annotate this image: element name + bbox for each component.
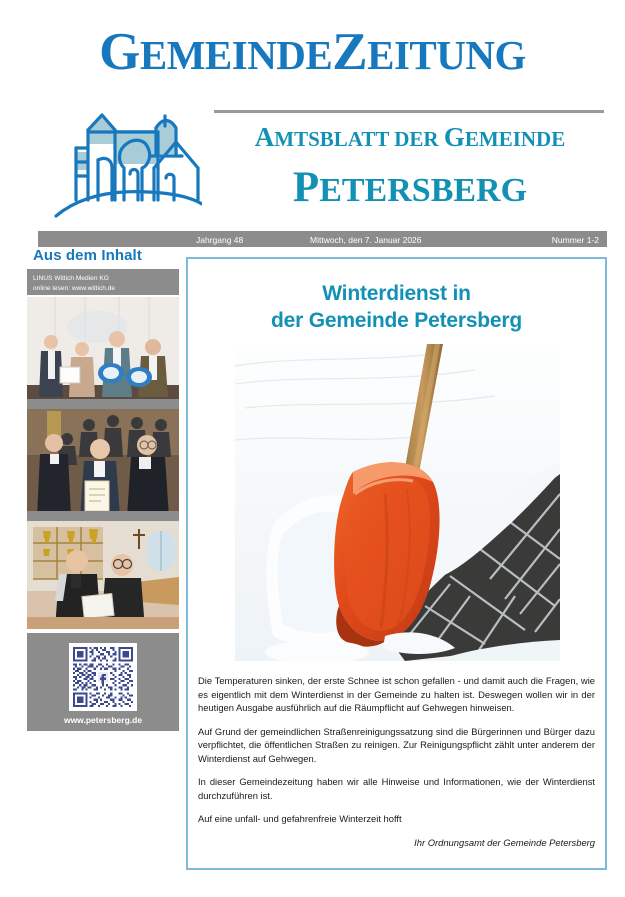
photo-separator [27, 399, 179, 409]
subtitle-part: EMEINDE [464, 127, 566, 151]
publisher-name: LINUS Wittich Medien KG [33, 275, 109, 282]
castle-church-logo [52, 104, 202, 224]
subtitle-part: ETERSBERG [319, 172, 528, 209]
title-part: EITUNG [367, 32, 526, 78]
headline-line-1: Winterdienst in [322, 282, 471, 305]
article-paragraph: Auf Grund der gemeindlichen Straßenreinigungssatzung sind die Bürgerinnen und Bürger dazu verpflichtet, die öffentlichen Straßen zu reinigen. Zur Reinigungspflicht zählt unter anderem der Winterdienst auf Gehwegen. [198, 725, 595, 764]
title-part: G [99, 23, 140, 81]
article-headline [188, 281, 605, 335]
article-paragraph: Auf eine unfall- und gefahrenfreie Winterzeit hofft [198, 813, 402, 825]
issue-info-bar [38, 231, 607, 247]
photo-separator [27, 511, 179, 521]
qr-code-petersberg[interactable] [69, 643, 137, 711]
masthead-divider [214, 110, 604, 113]
qr-block[interactable] [27, 633, 179, 731]
subtitle-line-2 [214, 166, 606, 209]
headline-line-2: der Gemeinde Petersberg [271, 308, 522, 332]
newspaper-title [0, 23, 625, 81]
title-part: EMEINDE [139, 32, 333, 78]
sidebar-heading: Aus dem Inhalt [33, 247, 142, 264]
title-part: Z [332, 23, 368, 81]
issue-number: Nummer 1-2 [551, 234, 599, 245]
sidebar-photo-3[interactable] [27, 521, 179, 629]
qr-caption: www.petersberg.de [63, 715, 143, 725]
subtitle-part: A [254, 122, 275, 152]
masthead [0, 0, 625, 228]
subtitle-line-1 [214, 124, 606, 151]
issue-date: Mittwoch, den 7. Januar 2026 [310, 234, 422, 245]
sidebar-contents [27, 247, 179, 875]
publisher-online-link[interactable]: online lesen: www.wittich.de [33, 284, 116, 292]
sidebar-photo-1[interactable] [27, 297, 179, 405]
main-article [186, 257, 607, 870]
article-paragraph: In dieser Gemeindezeitung haben wir alle Hinweise und Informationen, wie der Winterdienst durchzuführen ist. [198, 776, 595, 801]
subtitle-part: G [443, 122, 465, 152]
article-hero-image[interactable] [235, 344, 560, 661]
subtitle-part: MTSBLATT DER [274, 127, 444, 151]
publisher-block [27, 269, 179, 295]
article-body [198, 674, 595, 859]
subtitle-part: P [292, 164, 320, 211]
article-signature: Ihr Ordnungsamt der Gemeinde Petersberg [414, 836, 595, 848]
issue-volume: Jahrgang 48 [196, 234, 244, 245]
sidebar-photo-2[interactable] [27, 409, 179, 517]
article-paragraph: Die Temperaturen sinken, der erste Schnee ist schon gefallen - und damit auch die Fragen, wie es eigentlich mit dem Winterdienst in der Gemeinde zu halten ist. Deswegen wollen wir in der heutigen Ausgabe ausführlich auf die Räumpflicht auf Gehwegen hinweisen. [198, 675, 595, 714]
